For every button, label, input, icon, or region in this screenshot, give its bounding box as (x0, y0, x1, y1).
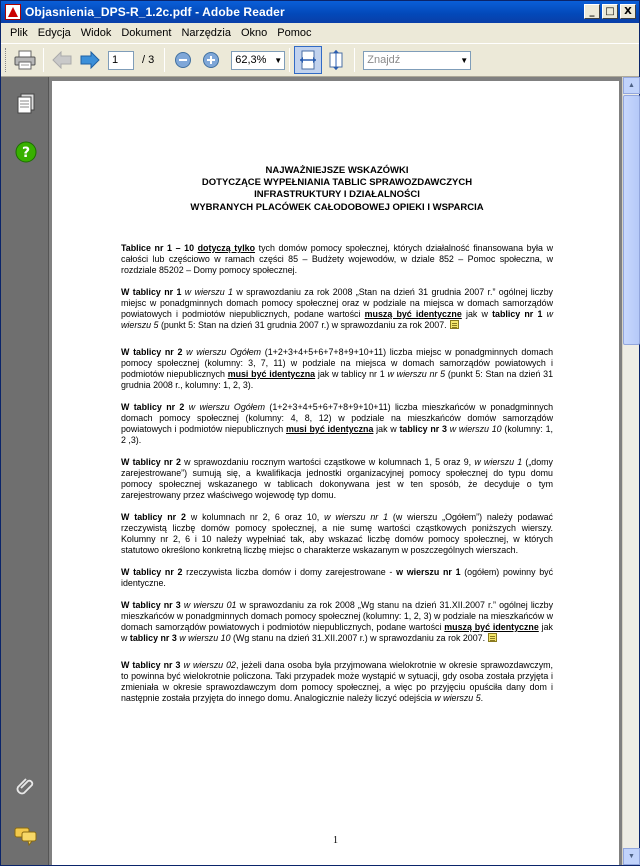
toolbar (1, 43, 639, 77)
window-title: Objasnienia_DPS-R_1.2c.pdf - Adobe Reader (25, 5, 285, 19)
window-controls (584, 4, 636, 19)
text-italic: w wierszu 01 (183, 599, 237, 610)
help-button[interactable] (13, 139, 39, 165)
text: jak w (121, 621, 553, 643)
text: w kolumnach nr 2, 6 oraz 10, (190, 511, 320, 522)
menu-dokument[interactable]: Dokument (121, 27, 172, 39)
menu-okno[interactable]: Okno (241, 27, 268, 39)
scrollbar-thumb[interactable] (623, 95, 640, 345)
fit-page-icon (327, 50, 345, 70)
text-italic: w wierszu nr 5 (387, 368, 446, 379)
text: (punkt 5: Stan na dzień 31 grudnia 2008 r., kolumny: 1, 2, 3). (121, 368, 554, 390)
text-emphasis: dotyczą tylko (197, 242, 256, 253)
text: w sprawozdaniu rocznym wartości cząstkowe w kolumnach 1, 5 oraz 9, (184, 456, 472, 467)
text-bold: Tablice nr 1 – 10 (121, 242, 195, 253)
text-italic: w wierszu Ogółem (186, 346, 262, 357)
text-italic: w wierszu Ogółem (188, 401, 265, 412)
paragraph-8 (121, 600, 553, 644)
text-italic: w wierszu 5 (434, 692, 481, 703)
text: (Wg stanu na dzień 31.XII.2007 r.) w sprawozdaniu za rok 2007. (232, 632, 486, 643)
arrow-left-icon (52, 51, 72, 69)
text-bold: W tablicy nr 2 (121, 511, 186, 522)
text-emphasis: muszą być identyczne (444, 621, 539, 632)
text-bold: W tablicy nr 2 (121, 401, 185, 412)
text: jak w tablicy nr 1 (317, 368, 385, 379)
text-bold: tablicy nr 3 (129, 632, 177, 643)
zoom-in-icon (202, 51, 220, 69)
navigation-panel (1, 77, 49, 865)
text-italic: w wierszu 10 (179, 632, 231, 643)
text: w sprawozdaniu za rok 2008 „Wg stanu na dzień 31.XII.2007 r.” ogólnej liczby mieszkańców w ponadgminnych domach pomocy społecznej (kolumny: 1, 2, 3) w podziale na mieszkańców w domach samorządów powiatowych i podmiotów niepublicznych, podane wartości (121, 599, 554, 632)
text-italic: w wierszu 5 (121, 308, 553, 330)
text: (punkt 5: Stan na dzień 31 grudnia 2007 r.) w sprawozdaniu za rok 2007. (160, 319, 447, 330)
menu-pomoc[interactable]: Pomoc (277, 27, 312, 39)
text-emphasis: musi być identyczna (227, 368, 316, 379)
note-annotation-icon[interactable] (450, 320, 459, 329)
attachments-button[interactable] (13, 773, 39, 799)
menu-narzedzia[interactable]: Narzędzia (181, 27, 231, 39)
text-bold: tablicy nr 3 (399, 423, 447, 434)
find-field[interactable] (363, 51, 471, 70)
find-placeholder: Znajdź (367, 54, 401, 66)
paragraph-1 (121, 243, 553, 276)
text-bold: tablicy nr 1 (492, 308, 543, 319)
text: jak w (376, 423, 397, 434)
text: . (480, 692, 484, 703)
close-button[interactable]: X (620, 4, 636, 19)
previous-page-button[interactable] (48, 46, 76, 74)
text-emphasis: muszą być identyczne (364, 308, 462, 319)
scroll-down-button[interactable]: ▼ (623, 848, 640, 865)
paragraph-6 (121, 512, 553, 556)
toolbar-grip[interactable] (5, 48, 8, 72)
fit-width-icon (299, 50, 317, 70)
maximize-button[interactable]: □ (602, 4, 618, 19)
toolbar-separator (289, 48, 290, 72)
text-bold: W tablicy nr 2 (121, 456, 181, 467)
text: („domy zarejestrowane”) sumują się, a kwalifikacja jednostki organizacyjnej pomocy społecznej do typu domu pomocy społecznej wskazanego w tablicach dokonywana jest w ten sposób, że decyduje o tym zarejestrowany przez właściwego wojewodę typ domu. (121, 456, 553, 500)
fit-width-button[interactable] (294, 46, 322, 74)
page-total: / 3 (142, 54, 155, 66)
pdf-page (52, 81, 619, 865)
svg-text:?: ? (21, 145, 31, 161)
heading-line: DOTYCZĄCE WYPEŁNIANIA TABLIC SPRAWOZDAWCZYCH (201, 177, 473, 189)
text-italic: w wierszu 02 (183, 659, 236, 670)
help-icon (15, 141, 37, 163)
heading-line: INFRASTRUKTURY I DZIAŁALNOŚCI (254, 189, 420, 201)
menu-edycja[interactable]: Edycja (37, 27, 71, 39)
paragraph-5 (121, 457, 553, 501)
next-page-button[interactable] (76, 46, 104, 74)
text: tych domów pomocy społecznej, których działalność finansowana była w całości lub częściowo w ramach części 85 – Budżety wojewodów, w dziale 852 – Pomoc społeczna, w rozdziale 85202 – Domy pomocy społecznej. (121, 242, 553, 275)
paragraph-7 (121, 567, 553, 589)
toolbar-separator (164, 48, 165, 72)
menu-bar (1, 23, 639, 43)
paragraph-3 (121, 347, 553, 391)
menu-plik[interactable]: Plik (10, 27, 28, 39)
zoom-select[interactable] (231, 51, 285, 70)
text-bold: W tablicy nr 2 (121, 566, 183, 577)
text: (ogółem) powinny być identyczne. (121, 566, 554, 588)
comments-button[interactable] (13, 823, 39, 849)
arrow-right-icon (80, 51, 100, 69)
scroll-up-button[interactable]: ▲ (623, 77, 640, 94)
chevron-down-icon[interactable]: ▼ (274, 55, 283, 65)
text: rzeczywista liczba domów i domy zarejestrowane - (186, 566, 393, 577)
page-content (121, 165, 553, 715)
title-bar (1, 1, 639, 23)
minimize-button[interactable]: _ (584, 4, 600, 19)
pdf-app-icon (5, 4, 21, 20)
printer-icon (14, 50, 36, 70)
text: jak w (465, 308, 488, 319)
pages-icon (16, 93, 36, 115)
toolbar-separator (354, 48, 355, 72)
heading-line: WYBRANYCH PLACÓWEK CAŁODOBOWEJ OPIEKI I WSPARCIA (190, 201, 484, 213)
pages-panel-button[interactable] (13, 91, 39, 117)
text-bold: W tablicy nr 1 (121, 286, 182, 297)
paperclip-icon (15, 775, 37, 797)
note-annotation-icon[interactable] (488, 633, 497, 642)
chevron-down-icon[interactable]: ▼ (460, 55, 469, 65)
menu-widok[interactable]: Widok (80, 27, 112, 39)
text-bold: W tablicy nr 2 (121, 346, 183, 357)
zoom-value: 62,3% (235, 54, 267, 66)
page-number: 1 (333, 835, 338, 846)
document-heading (121, 165, 553, 214)
fit-page-button[interactable] (322, 46, 350, 74)
text: (w wierszu „Ogółem”) należy podawać rzeczywistą liczbę domów pomocy społecznej, a nie sumę wartości cząstkowych poniższych wierszy. Kolumny nr 2, 6 i 10 należy wypełniać tak, aby wskazać liczbę domów pomocy społecznej, w których statutowo określono konkretną liczbę miejsc o charakterze wskazanym w poszczególnych wierszach. (121, 511, 553, 555)
text-bold: w wierszu nr 1 (396, 566, 461, 577)
text: , jeżeli dana osoba była przyjmowana wielokrotnie w okresie sprawozdawczym, to powinna być wielokrotnie policzona. Taki przypadek może wystąpić w sytuacji, gdy osoba została przyjęta i zmieniała w okresie sprawozdawczym dom pomocy społecznej, a więc po przyjęciu opuściła dany dom i następnie została przyjęta do innego domu. Analogicznie należy liczyć odejścia (121, 659, 554, 703)
zoom-out-button[interactable] (169, 46, 197, 74)
comments-icon (14, 826, 38, 846)
page-number-input[interactable] (108, 51, 134, 70)
zoom-in-button[interactable] (197, 46, 225, 74)
text: w sprawozdaniu za rok 2008 „Stan na dzień 31 grudnia 2007 r.” ogólnej liczby miejsc w ponadgminnych domach pomocy społecznej oraz w podziale na miejsca w domach samorządów powiatowych i podmiotów niepublicznych, podane wartości (121, 286, 553, 319)
print-button[interactable] (11, 46, 39, 74)
paragraph-9 (121, 660, 553, 704)
toolbar-separator (43, 48, 44, 72)
text: (1+2+3+4+5+6+7+8+9+10+11) liczba mieszkańców w ponadgminnych domach pomocy społecznej (kolumny: 4, 8, 12) w podziale na mieszkańców domów samorządów powiatowych i podmiotów niepublicznych (121, 401, 554, 434)
document-view[interactable] (49, 77, 622, 865)
zoom-out-icon (174, 51, 192, 69)
text-italic: w wierszu nr 1 (324, 511, 389, 522)
text-bold: W tablicy nr 3 (121, 599, 181, 610)
text-italic: w wierszu 10 (449, 423, 502, 434)
text-italic: w wierszu 1 (184, 286, 233, 297)
text-emphasis: musi być identyczna (285, 423, 374, 434)
text-bold: W tablicy nr 3 (121, 659, 181, 670)
paragraph-4 (121, 402, 553, 446)
text: (1+2+3+4+5+6+7+8+9+10+11) liczba miejsc w ponadgminnych domach pomocy społecznej (kolumny: 3, 7, 11) w podziale na miejsca w domach samorządów powiatowych i podmiotów niepublicznych (121, 346, 554, 379)
text: (kolumny: 1, 2 ,3). (121, 423, 553, 445)
paragraph-2 (121, 287, 553, 331)
vertical-scrollbar[interactable] (622, 77, 639, 865)
heading-line: NAJWAŻNIEJSZE WSKAZÓWKI (265, 165, 409, 176)
text-italic: w wierszu 1 (474, 456, 523, 467)
